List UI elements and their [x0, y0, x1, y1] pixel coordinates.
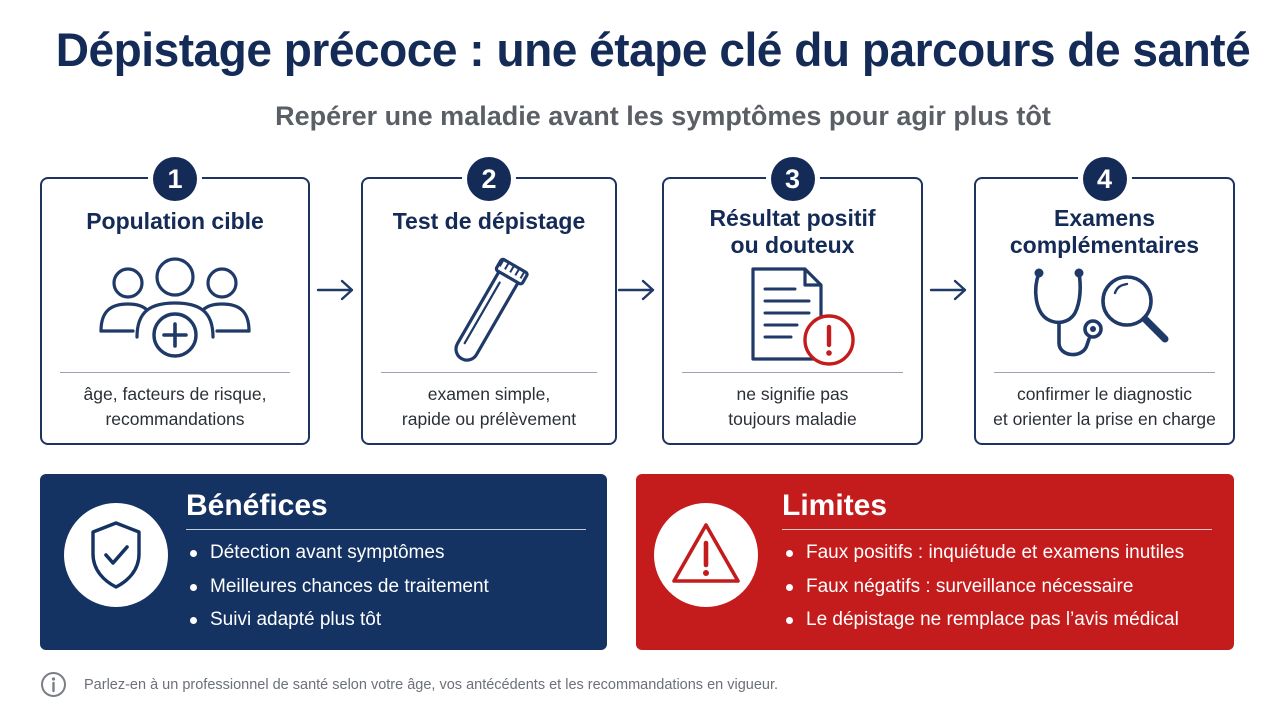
page-title: Dépistage précoce : une étape clé du parcours de santé — [55, 23, 1251, 76]
warning-triangle-icon — [654, 503, 758, 607]
limits-panel — [636, 474, 1234, 650]
benefits-panel — [40, 474, 607, 650]
panel-divider — [782, 529, 1212, 530]
page-subtitle: Repérer une maladie avant les symptômes pour agir plus tôt — [275, 101, 1051, 131]
step-number-badge: 3 — [771, 157, 815, 201]
limits-title: Limites — [782, 489, 888, 522]
benefits-title: Bénéfices — [186, 489, 328, 522]
step-card-2 — [361, 164, 617, 445]
step-number-badge: 4 — [1083, 157, 1127, 201]
benefits-list — [188, 540, 489, 641]
step-number-badge: 1 — [153, 157, 197, 201]
arrow-right-icon — [316, 275, 356, 305]
panel-divider — [186, 529, 586, 530]
benefits-icon-badge — [64, 503, 168, 607]
info-icon — [40, 671, 67, 698]
step-description: âge, facteurs de risque, recommandations — [83, 384, 267, 429]
test-tube-icon — [439, 251, 539, 371]
footer-text: Parlez-en à un professionnel de santé selon votre âge, vos antécédents et les recommandations en vigueur. — [84, 677, 779, 693]
arrow-right-icon — [617, 275, 657, 305]
limits-list — [784, 540, 1184, 641]
list-item: Détection avant symptômes — [188, 540, 489, 574]
step-description: ne signifie pas toujours maladie — [728, 384, 857, 429]
step-title: Résultat positif ou douteux — [709, 205, 876, 258]
step-description: confirmer le diagnostic et orienter la prise en charge — [993, 384, 1216, 429]
card-divider — [994, 372, 1215, 373]
card-divider — [682, 372, 903, 373]
list-item: Faux négatifs : surveillance nécessaire — [784, 574, 1184, 608]
document-alert-icon — [737, 265, 857, 369]
step-number-badge: 2 — [467, 157, 511, 201]
stethoscope-magnifier-icon — [1029, 267, 1179, 367]
step-title: Examens complémentaires — [1009, 205, 1200, 258]
step-description: examen simple, rapide ou prélèvement — [401, 384, 577, 429]
step-title: Test de dépistage — [392, 208, 586, 234]
step-card-4 — [974, 164, 1235, 445]
people-plus-icon — [95, 249, 255, 359]
card-divider — [60, 372, 290, 373]
arrow-right-icon — [929, 275, 969, 305]
shield-check-icon — [64, 503, 168, 607]
list-item: Le dépistage ne remplace pas l’avis médical — [784, 607, 1184, 641]
card-divider — [381, 372, 597, 373]
limits-icon-badge — [654, 503, 758, 607]
step-card-1 — [40, 164, 310, 445]
list-item: Faux positifs : inquiétude et examens inutiles — [784, 540, 1184, 574]
step-title: Population cible — [86, 208, 264, 234]
list-item: Suivi adapté plus tôt — [188, 607, 489, 641]
list-item: Meilleures chances de traitement — [188, 574, 489, 608]
step-card-3 — [662, 164, 923, 445]
